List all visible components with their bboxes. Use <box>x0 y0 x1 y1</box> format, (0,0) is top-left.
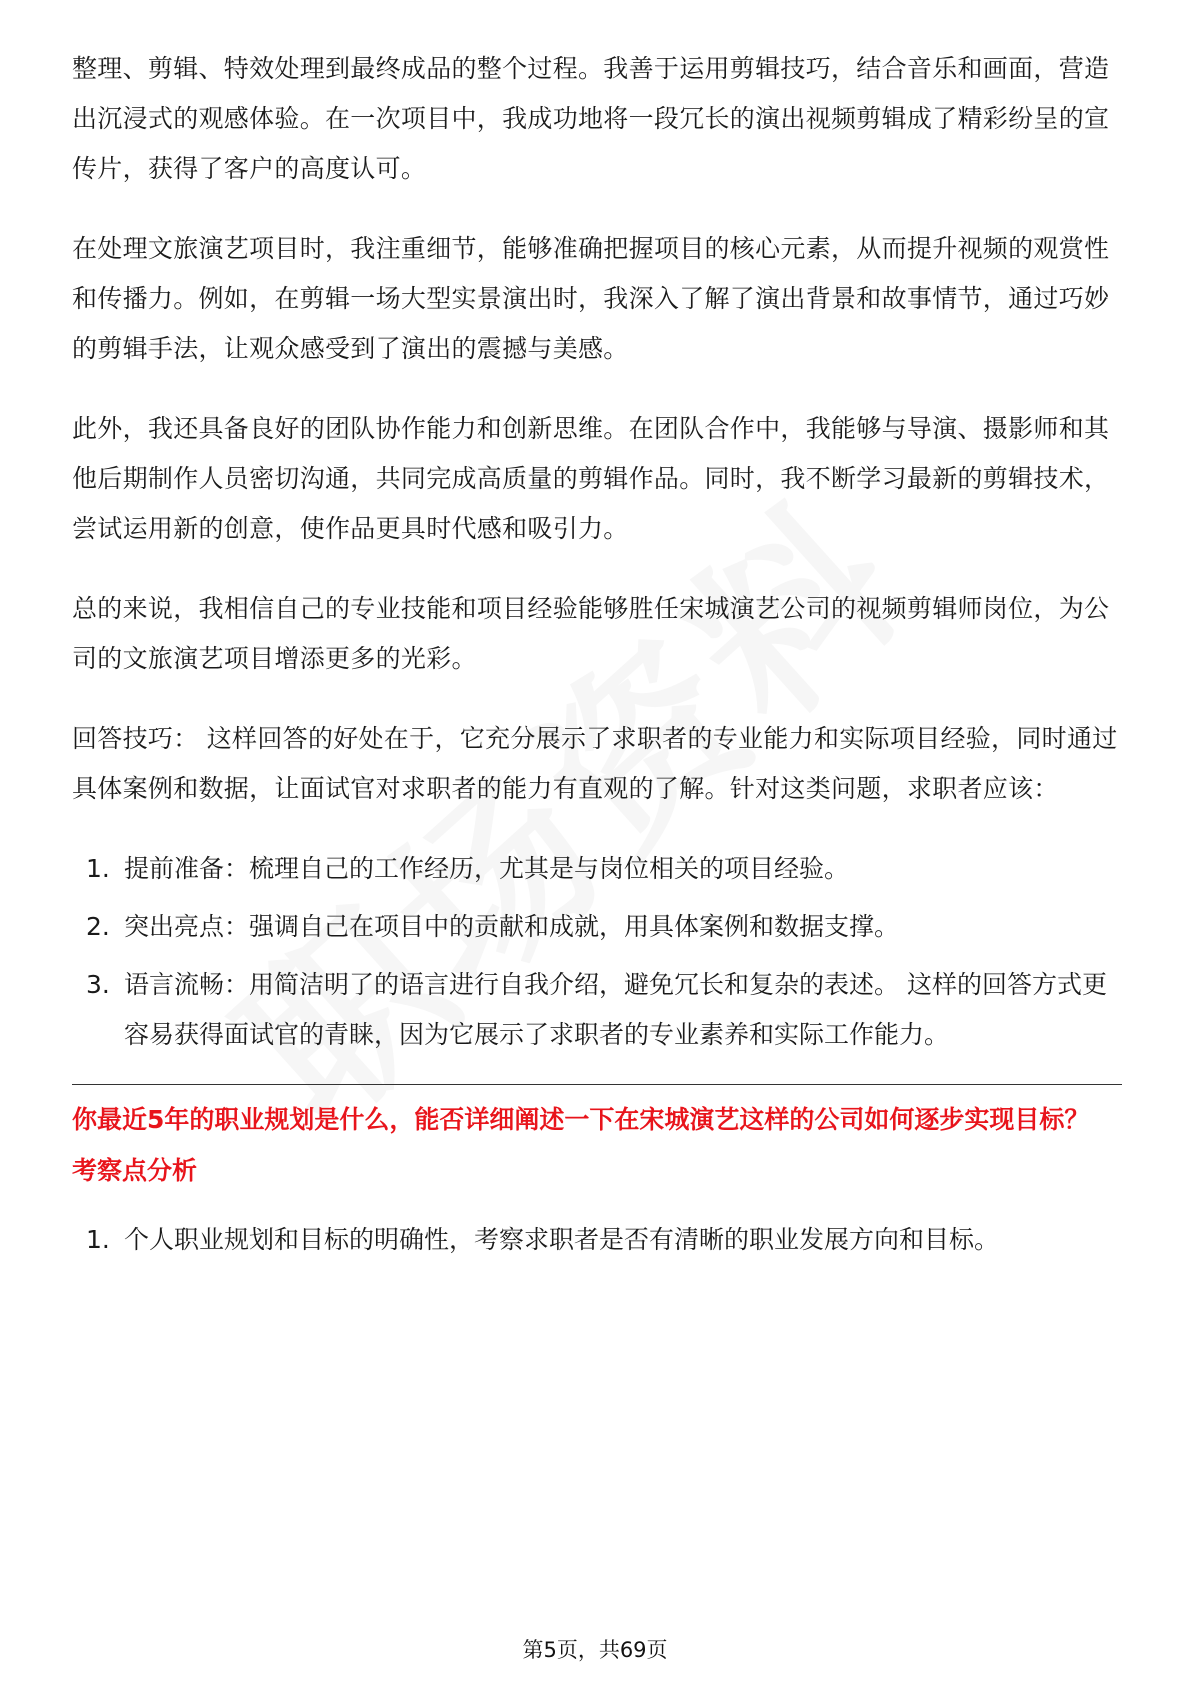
list-item <box>72 960 1122 1060</box>
paragraph-conclusion: 总的来说，我相信自己的专业技能和项目经验能够胜任宋城演艺公司的视频剪辑师岗位，为公司的文旅演艺项目增添更多的光彩。 <box>72 594 1110 673</box>
paragraph-teamwork: 此外，我还具备良好的团队协作能力和创新思维。在团队合作中，我能够与导演、摄影师和其他后期制作人员密切沟通，共同完成高质量的剪辑作品。同时，我不断学习最新的剪辑技术，尝试运用新的创意，使作品更具时代感和吸引力。 <box>72 414 1110 543</box>
question-heading: 你最近5年的职业规划是什么，能否详细阐述一下在宋城演艺这样的公司如何逐步实现目标？ <box>72 1105 1090 1134</box>
list-text: 个人职业规划和目标的明确性，考察求职者是否有清晰的职业发展方向和目标。 <box>124 1225 1000 1254</box>
analysis-heading: 考察点分析 <box>72 1156 198 1185</box>
list-text: 语言流畅：用简洁明了的语言进行自我介绍，避免冗长和复杂的表述。 这样的回答方式更容易获得面试官的青睐，因为它展示了求职者的专业素养和实际工作能力。 <box>124 970 1107 1049</box>
list-item <box>72 844 1122 894</box>
analysis-list <box>72 1215 1122 1265</box>
list-number: 3. <box>86 970 110 999</box>
paragraph-editing-process: 整理、剪辑、特效处理到最终成品的整个过程。我善于运用剪辑技巧，结合音乐和画面，营造出沉浸式的观感体验。在一次项目中，我成功地将一段冗长的演出视频剪辑成了精彩纷呈的宣传片，获得了客户的高度认可。 <box>72 54 1110 183</box>
list-number: 1. <box>86 854 110 883</box>
tips-list <box>72 844 1122 1060</box>
section-divider <box>72 1084 1122 1085</box>
paragraph-tourism-projects: 在处理文旅演艺项目时，我注重细节，能够准确把握项目的核心元素，从而提升视频的观赏性和传播力。例如，在剪辑一场大型实景演出时，我深入了解了演出背景和故事情节，通过巧妙的剪辑手法，让观众感受到了演出的震撼与美感。 <box>72 234 1110 363</box>
list-text: 提前准备：梳理自己的工作经历，尤其是与岗位相关的项目经验。 <box>124 854 850 883</box>
list-number: 1. <box>86 1225 110 1254</box>
list-item <box>72 902 1122 952</box>
paragraph-answer-tips: 回答技巧： 这样回答的好处在于，它充分展示了求职者的专业能力和实际项目经验，同时通过具体案例和数据，让面试官对求职者的能力有直观的了解。针对这类问题，求职者应该： <box>72 724 1118 803</box>
page-number: 第5页，共69页 <box>522 1638 668 1662</box>
page-content <box>72 44 1122 1289</box>
list-item <box>72 1215 1122 1265</box>
list-text: 突出亮点：强调自己在项目中的贡献和成就，用具体案例和数据支撑。 <box>124 912 900 941</box>
list-number: 2. <box>86 912 110 941</box>
